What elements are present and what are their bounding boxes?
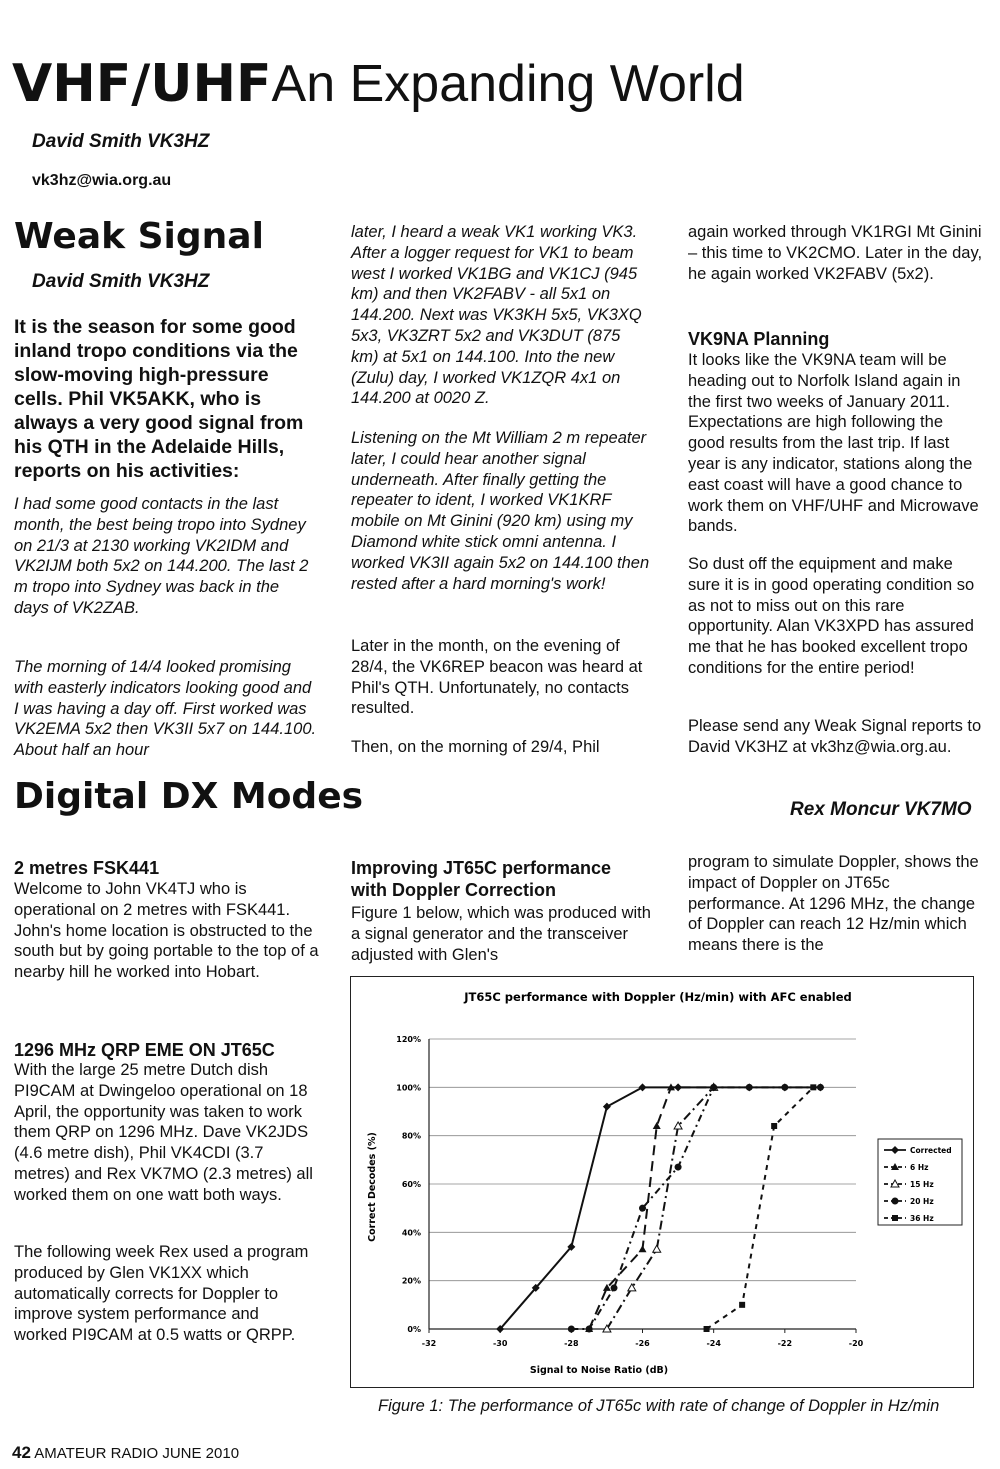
weak-signal-p3: later, I heard a weak VK1 working VK3. After a logger request for VK1 to beam west I worked VK1BG and VK1CJ (945 km) and then VK2FABV - all 5x1 on 144.200. Next was VK3KH 5x5, VK3XQ 5x3, VK3ZRT 5x2 and VK3DUT (875 km) at 5x1 on 144.100. Into the new (Zulu) day, I worked VK1ZQR 4x1 on 144.200 at 0020 Z. — [351, 223, 642, 408]
chart-data-point — [653, 1245, 661, 1252]
weak-signal-p9: So dust off the equipment and make sure it is in good operating condition so as not to miss out on this rare opportunity. Alan VK3XPD has assured me that he has booked excellent tropo conditions for the entire period! — [688, 555, 975, 677]
chart-series-line — [589, 1087, 714, 1329]
weak-signal-p7: again worked through VK1RGI Mt Ginini – this time to VK2CMO. Later in the day, he again worked VK2FABV (5x2). — [688, 223, 983, 283]
chart-ytick-label: 20% — [401, 1276, 421, 1286]
author-email: vk3hz@wia.org.au — [32, 172, 172, 189]
jt65c-text: Figure 1 below, which was produced with a signal generator and the transceiver adjusted with Glen's — [351, 904, 651, 964]
chart-xtick-label: -28 — [564, 1339, 579, 1348]
digital-title: Digital DX Modes — [14, 776, 364, 817]
weak-signal-lead: It is the season for some good inland tropo conditions via the slow-moving high-pressure cells. Phil VK5AKK, who is always a very good signal from his QTH in the Adelaide Hills, reports on his activities: — [14, 316, 304, 482]
vk9na-heading: VK9NA Planning — [688, 329, 830, 349]
chart-title: JT65C performance with Doppler (Hz/min) with AFC enabled — [464, 990, 852, 1004]
footer-text: AMATEUR RADIO JUNE 2010 — [34, 1445, 240, 1462]
chart-xtick-label: -20 — [848, 1339, 864, 1348]
chart-ytick-label: 80% — [401, 1131, 421, 1141]
chart-data-point — [675, 1164, 682, 1171]
chart-data-point — [781, 1084, 788, 1091]
chart-xtick-label: -26 — [635, 1339, 650, 1348]
chart-legend-label: 20 Hz — [910, 1197, 934, 1206]
page-number: 42 — [12, 1443, 31, 1462]
chart-data-point — [746, 1084, 753, 1091]
chart-xtick-label: -24 — [706, 1339, 721, 1348]
weak-signal-p1: I had some good contacts in the last month, the best being tropo into Sydney on 21/3 at 2130 working VK2IDM and VK2IJM both 5x2 on 144.200. The last 2 m tropo into Sydney was back in the days of VK2ZAB. — [14, 495, 309, 617]
chart-legend-label: 15 Hz — [910, 1180, 934, 1189]
chart-xtick-label: -32 — [421, 1339, 437, 1348]
eme-heading: 1296 MHz QRP EME ON JT65C — [14, 1040, 275, 1060]
chart-ytick-label: 40% — [401, 1228, 421, 1238]
chart-data-point — [639, 1245, 647, 1252]
chart-data-point — [568, 1326, 575, 1333]
chart-data-point — [739, 1302, 745, 1308]
chart-data-point — [704, 1326, 710, 1332]
eme-text-2: The following week Rex used a program produced by Glen VK1XX which automatically corrects for Doppler to improve system performance and worked PI9CAM at 0.5 watts or QRPP. — [14, 1243, 309, 1345]
chart-ytick-label: 120% — [396, 1035, 421, 1044]
jt65c-text-2: program to simulate Doppler, shows the impact of Doppler on JT65c performance. At 1296 MHz, the change of Doppler can reach 12 Hz/min which means there is the — [688, 853, 979, 955]
chart-data-point — [586, 1326, 593, 1333]
chart-data-point — [603, 1103, 611, 1111]
weak-signal-p8: It looks like the VK9NA team will be heading out to Norfolk Island again in the first two weeks of January 2011. Expectations are high following the good results from the last trip. If last year is any indicator, stations along the east coast will have a good chance to work them on VHF/UHF and Microwave bands. — [688, 351, 979, 536]
chart-data-point — [771, 1123, 777, 1129]
weak-signal-p4: Listening on the Mt William 2 m repeater later, I could hear another signal underneath. After finally getting the repeater to ident, I worked VK1KRF mobile on Mt Ginini (920 km) using my Diamond white stick omni antenna. I worked VK3II again 5x2 on 144.100 then rested after a hard morning's work! — [351, 429, 650, 593]
chart-legend-label: 6 Hz — [910, 1163, 929, 1172]
chart-legend-marker — [892, 1215, 898, 1221]
chart-ytick-label: 100% — [396, 1083, 421, 1093]
weak-signal-p2: The morning of 14/4 looked promising with easterly indicators looking good and I was having a day off. First worked was VK2EMA 5x2 then VK3II 5x7 on 144.100. About half an hour — [14, 658, 317, 760]
chart-legend-marker — [892, 1198, 899, 1205]
page-footer — [12, 1443, 239, 1463]
weak-signal-p5: Later in the month, on the evening of 28/4, the VK6REP beacon was heard at Phil's QTH. Unfortunately, no contacts resulted. — [351, 637, 643, 718]
weak-signal-title: Weak Signal — [14, 216, 264, 257]
weak-signal-p10: Please send any Weak Signal reports to David VK3HZ at vk3hz@wia.org.au. — [688, 717, 982, 756]
chart-data-point — [810, 1084, 816, 1090]
chart-ytick-label: 60% — [401, 1180, 421, 1189]
chart-legend-label: Corrected — [910, 1146, 952, 1155]
chart-legend-label: 36 Hz — [910, 1214, 934, 1223]
chart-svg — [351, 977, 973, 1387]
page-header — [12, 54, 745, 114]
chart-data-point — [611, 1284, 618, 1291]
chart-ytick-label: 0% — [407, 1325, 421, 1334]
chart-xlabel: Signal to Noise Ratio (dB) — [529, 1365, 669, 1376]
fsk441-text: Welcome to John VK4TJ who is operational on 2 metres with FSK441. John's home location is obstructed to the south but by going portable to the top of a nearby hill he worked into Hobart. — [14, 880, 319, 982]
chart-data-point — [653, 1122, 661, 1129]
chart-ylabel: Correct Decodes (%) — [367, 1132, 378, 1242]
chart-data-point — [817, 1084, 824, 1091]
chart-data-point — [639, 1083, 647, 1091]
chart-xtick-label: -22 — [777, 1339, 793, 1348]
author-name: David Smith VK3HZ — [32, 131, 210, 152]
weak-signal-byline: David Smith VK3HZ — [32, 271, 210, 292]
chart-data-point — [710, 1084, 717, 1091]
chart-series-line — [571, 1087, 820, 1329]
figure-caption: Figure 1: The performance of JT65c with rate of change of Doppler in Hz/min — [378, 1397, 940, 1415]
jt65c-heading: Improving JT65C performance with Doppler Correction — [351, 858, 612, 900]
header-light: An Expanding World — [271, 55, 745, 113]
chart-xtick-label: -30 — [492, 1339, 508, 1348]
header-bold: VHF/UHF — [12, 54, 272, 114]
weak-signal-p6: Then, on the morning of 29/4, Phil — [351, 738, 600, 756]
fsk441-heading: 2 metres FSK441 — [14, 858, 160, 878]
eme-text: With the large 25 metre Dutch dish PI9CAM at Dwingeloo operational on 18 April, the opportunity was taken to work them QRP on 1296 MHz. Dave VK2JDS (4.6 metre dish), Phil VK4CDI (3.7 metres) and Rex VK7MO (2.3 metres) all worked them on one watt both ways. — [14, 1061, 313, 1204]
chart-data-point — [639, 1205, 646, 1212]
chart-series-line — [607, 1087, 714, 1329]
figure-1-chart — [350, 976, 974, 1388]
chart-series-line — [707, 1087, 814, 1329]
digital-byline: Rex Moncur VK7MO — [790, 799, 972, 820]
